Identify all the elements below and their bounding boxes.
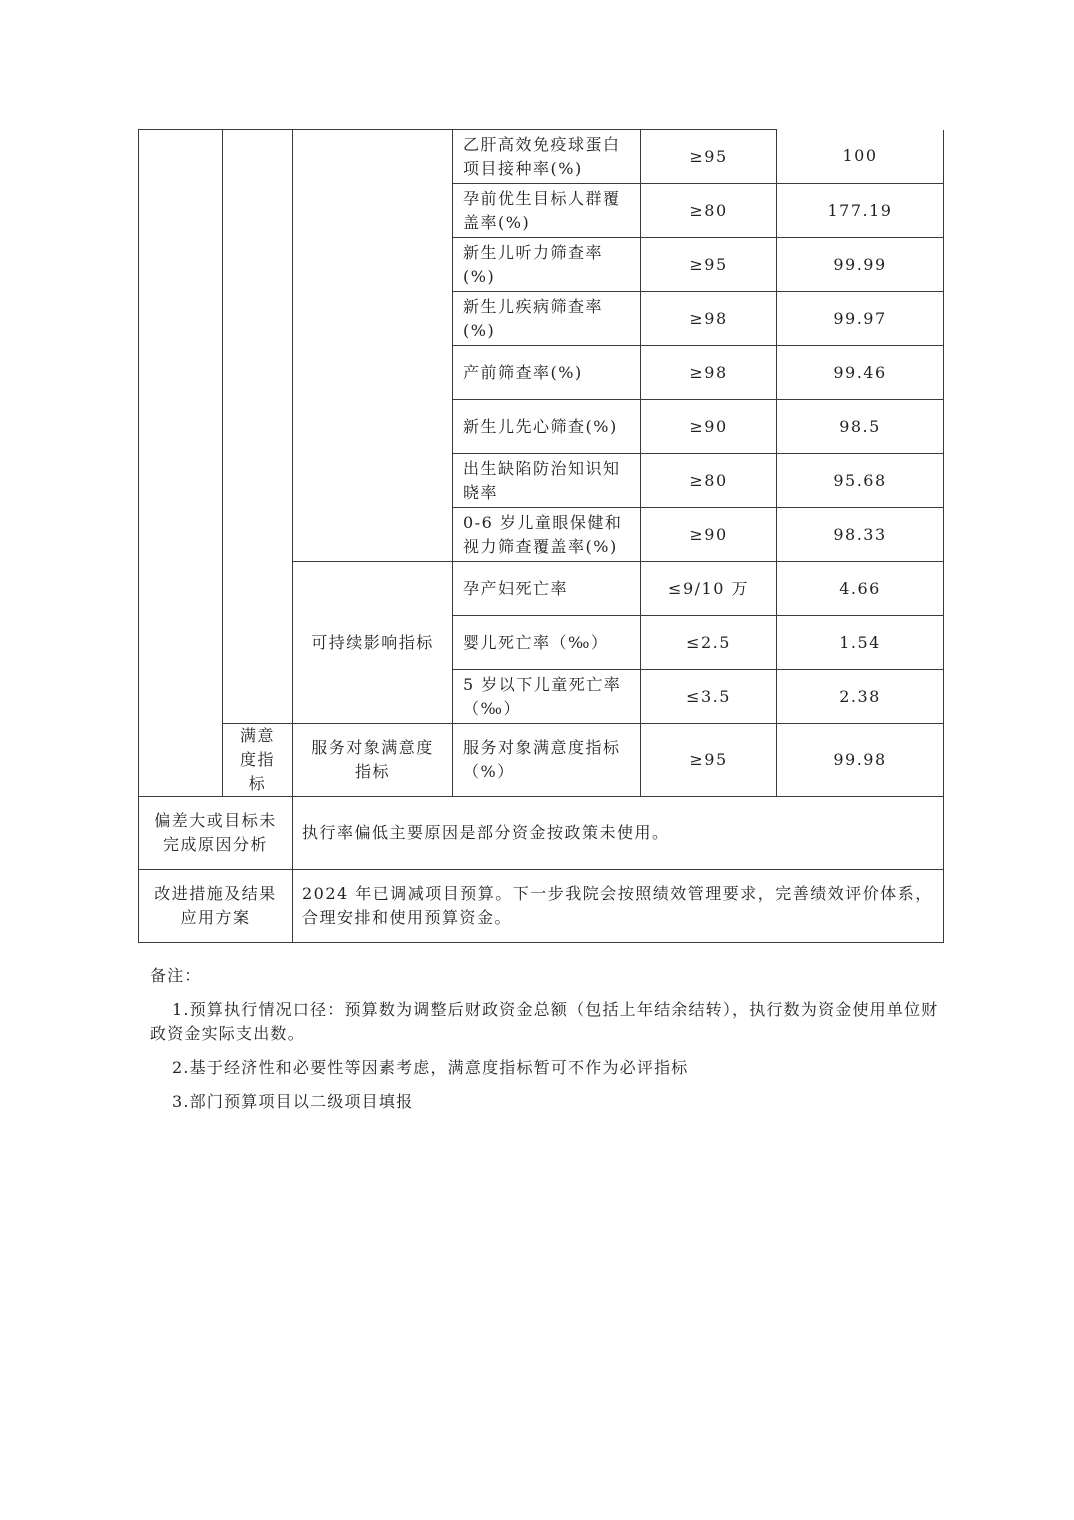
indicator-actual: 99.99 <box>777 238 944 292</box>
indicator-actual: 99.97 <box>777 292 944 346</box>
indicator-target: ≥95 <box>641 238 777 292</box>
indicator-target: ≤9/10 万 <box>641 562 777 616</box>
indicator-target: ≤2.5 <box>641 616 777 670</box>
indicator-actual: 99.98 <box>777 724 944 797</box>
indicator-target: ≥80 <box>641 184 777 238</box>
indicator-actual: 98.33 <box>777 508 944 562</box>
indicator-name: 产前筛查率(%) <box>453 346 641 400</box>
indicator-name: 孕前优生目标人群覆盖率(%) <box>453 184 641 238</box>
indicator-target: ≥95 <box>641 130 777 184</box>
indicator-name: 5 岁以下儿童死亡率（‰） <box>453 670 641 724</box>
improvement-text: 2024 年已调减项目预算。下一步我院会按照绩效管理要求，完善绩效评价体系，合理安排和使用预算资金。 <box>293 870 944 943</box>
indicator-actual: 98.5 <box>777 400 944 454</box>
indicator-actual: 1.54 <box>777 616 944 670</box>
indicator-name: 新生儿先心筛查(%) <box>453 400 641 454</box>
indicator-target: ≥98 <box>641 346 777 400</box>
deviation-label: 偏差大或目标未完成原因分析 <box>139 797 293 870</box>
satisfaction-label: 服务对象满意度指标 <box>293 724 453 797</box>
indicator-target: ≥90 <box>641 508 777 562</box>
indicator-actual: 95.68 <box>777 454 944 508</box>
table-row <box>139 130 944 184</box>
indicator-name: 乙肝高效免疫球蛋白项目接种率(%) <box>453 130 641 184</box>
note-item: 2.基于经济性和必要性等因素考虑，满意度指标暂可不作为必评指标 <box>172 1058 689 1077</box>
deviation-row <box>139 797 944 870</box>
satisfaction-category: 满意度指标 <box>223 724 293 797</box>
indicator-target: ≥90 <box>641 400 777 454</box>
improvement-label: 改进措施及结果应用方案 <box>139 870 293 943</box>
notes-title: 备注： <box>150 966 202 985</box>
table-row <box>139 724 944 797</box>
indicator-target: ≥98 <box>641 292 777 346</box>
indicator-level1-cell <box>139 130 223 797</box>
indicator-target: ≥95 <box>641 724 777 797</box>
indicator-name: 婴儿死亡率（‰） <box>453 616 641 670</box>
indicator-name: 新生儿疾病筛查率(%) <box>453 292 641 346</box>
indicator-actual: 177.19 <box>777 184 944 238</box>
indicator-name: 0-6 岁儿童眼保健和视力筛查覆盖率(%) <box>453 508 641 562</box>
indicator-target: ≤3.5 <box>641 670 777 724</box>
note-item: 3.部门预算项目以二级项目填报 <box>172 1092 414 1111</box>
indicator-level2-cell <box>223 130 293 724</box>
indicator-level3-cell <box>293 130 453 562</box>
indicator-actual: 100 <box>777 130 944 184</box>
indicator-actual: 99.46 <box>777 346 944 400</box>
performance-table <box>138 129 944 943</box>
indicator-target: ≥80 <box>641 454 777 508</box>
indicator-name: 出生缺陷防治知识知晓率 <box>453 454 641 508</box>
indicator-name: 服务对象满意度指标（%） <box>453 724 641 797</box>
note-item: 1.预算执行情况口径：预算数为调整后财政资金总额（包括上年结余结转），执行数为资金使用单位财政资金实际支出数。 <box>150 1000 939 1043</box>
notes-section <box>150 964 950 1124</box>
indicator-name: 新生儿听力筛查率(%) <box>453 238 641 292</box>
indicator-name: 孕产妇死亡率 <box>453 562 641 616</box>
indicator-actual: 4.66 <box>777 562 944 616</box>
indicator-actual: 2.38 <box>777 670 944 724</box>
deviation-text: 执行率偏低主要原因是部分资金按政策未使用。 <box>293 797 944 870</box>
sustainable-indicator-label: 可持续影响指标 <box>293 562 453 724</box>
improvement-row <box>139 870 944 943</box>
